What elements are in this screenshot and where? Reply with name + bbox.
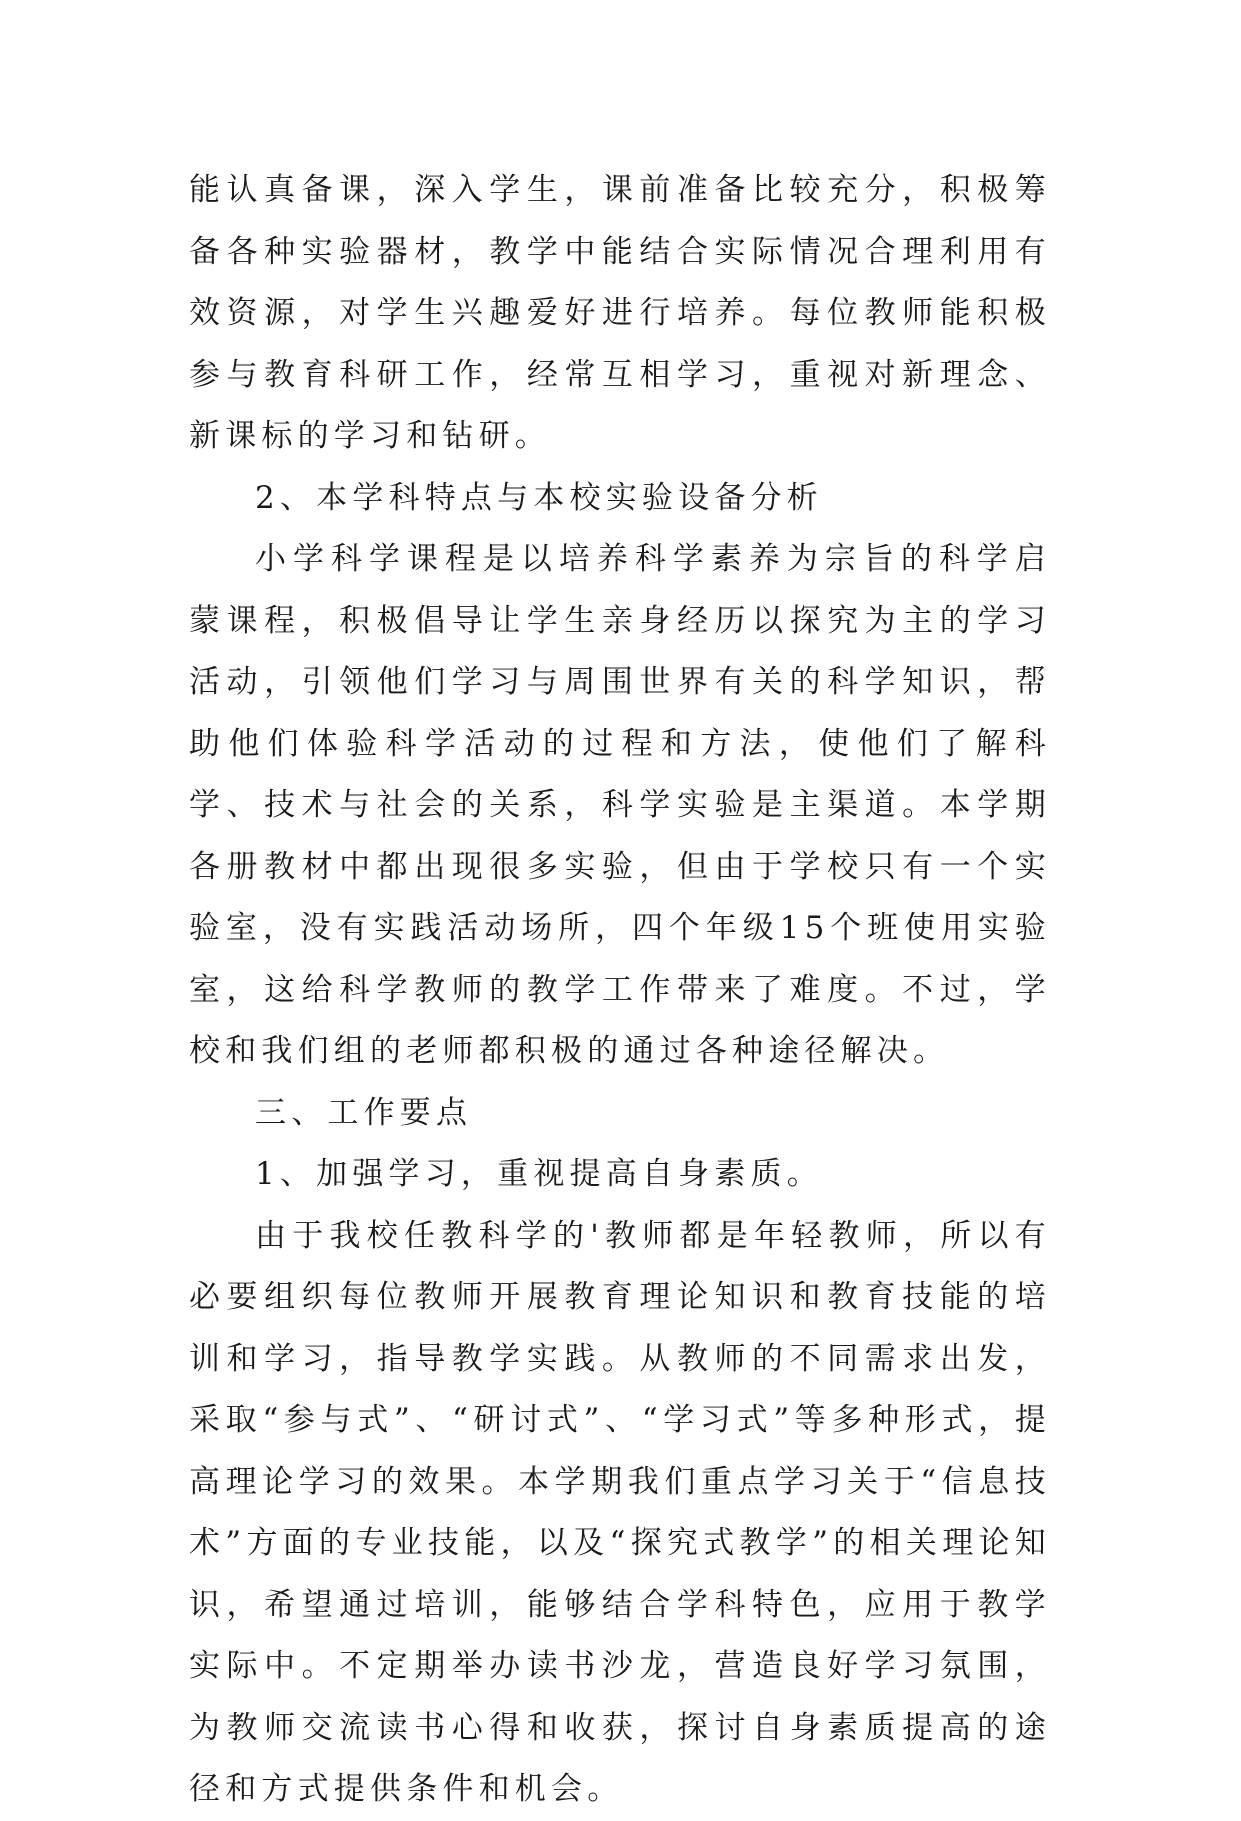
paragraph-heading-work-points: 三、工作要点 <box>255 1094 473 1131</box>
paragraph-continued-teacher-preparation: 能认真备课，深入学生，课前准备比较充分，积极筹备各种实验器材，教学中能结合实际情况合理利用有效资源，对学生兴趣爱好进行培养。每位教师能积极参与教育科研工作，经常互相学习，重视对新理念、新课标的学习和钻研。 <box>189 172 1051 454</box>
document-body <box>189 160 1051 1821</box>
paragraph-heading-subject-analysis: 2、本学科特点与本校实验设备分析 <box>255 479 823 516</box>
paragraph-teacher-training: 由于我校任教科学的'教师都是年轻教师，所以有必要组织每位教师开展教育理论知识和教育技能的培训和学习，指导教学实践。从教师的不同需求出发，采取“参与式”、“研讨式”、“学习式”等多种形式，提高理论学习的效果。本学期我们重点学习关于“信息技术”方面的专业技能，以及“探究式教学”的相关理论知识，希望通过培训，能够结合学科特色，应用于教学实际中。不定期举办读书沙龙，营造良好学习氛围，为教师交流读书心得和收获，探讨自身素质提高的途径和方式提供条件和机会。 <box>189 1217 1051 1807</box>
paragraph-heading-strengthen-learning: 1、加强学习，重视提高自身素质。 <box>255 1156 823 1192</box>
paragraph-science-curriculum: 小学科学课程是以培养科学素养为宗旨的科学启蒙课程，积极倡导让学生亲身经历以探究为主的学习活动，引领他们学习与周围世界有关的科学知识，帮助他们体验科学活动的过程和方法，使他们了解科学、技术与社会的关系，科学实验是主渠道。本学期各册教材中都出现很多实验，但由于学校只有一个实验室，没有实践活动场所，四个年级15个班使用实验室，这给科学教师的教学工作带来了难度。不过，学校和我们组的老师都积极的通过各种途径解决。 <box>189 541 1051 1069</box>
